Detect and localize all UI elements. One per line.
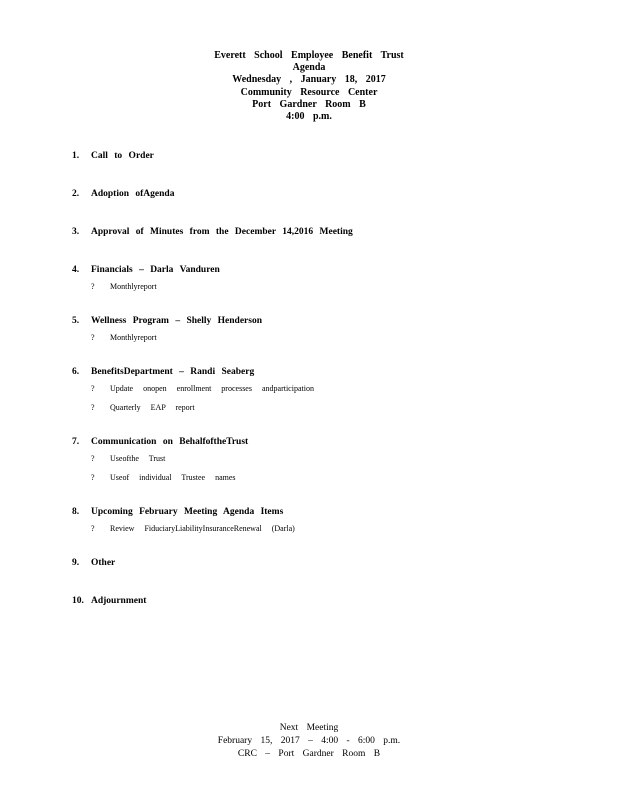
bullet-marker-icon: ? <box>91 473 95 482</box>
agenda-item-title <box>72 316 592 326</box>
agenda-item-text: Wellness Program – Shelly Henderson <box>91 316 262 326</box>
agenda-item-text: Approval of Minutes from the December 14,2016 Meeting <box>91 227 353 237</box>
agenda-item-number: 2. <box>72 189 80 199</box>
meeting-room: Port Gardner Room B <box>252 98 366 110</box>
agenda-item-title <box>72 265 592 275</box>
agenda-item-bullets <box>72 383 592 421</box>
bullet-text: Monthlyreport <box>110 282 157 291</box>
next-meeting-heading: Next Meeting <box>279 723 339 733</box>
agenda-item-bullets <box>72 453 592 491</box>
next-meeting-date: February 15, 2017 – 4:00 - 6:00 p.m. <box>217 736 401 746</box>
agenda-item-text: BenefitsDepartment – Randi Seaberg <box>91 367 255 377</box>
agenda-item-text: Adoption ofAgenda <box>91 189 175 199</box>
agenda-item-title <box>72 596 592 606</box>
agenda-item <box>72 367 592 437</box>
agenda-item-number: 4. <box>72 265 80 275</box>
bullet-text: Monthlyreport <box>110 333 157 342</box>
agenda-item-title <box>72 437 592 447</box>
bullet-text: Review FiduciaryLiabilityInsuranceRenewal (Darla) <box>110 524 295 533</box>
organization-name: Everett School Employee Benefit Trust <box>214 50 404 61</box>
meeting-venue: Community Resource Center <box>240 86 378 98</box>
agenda-item-number: 1. <box>72 151 80 161</box>
meeting-date: Wednesday , January 18, 2017 <box>232 74 386 86</box>
agenda-item-title <box>72 367 592 377</box>
agenda-item-number: 6. <box>72 367 80 377</box>
bullet-marker-icon: ? <box>91 403 95 412</box>
document-title: Agenda <box>292 62 326 74</box>
bullet-text: Useof individual Trustee names <box>110 473 236 482</box>
agenda-item-number: 8. <box>72 507 80 517</box>
agenda-item <box>72 151 592 189</box>
agenda-item-number: 5. <box>72 316 80 326</box>
agenda-item <box>72 596 592 634</box>
agenda-item-text: Upcoming February Meeting Agenda Items <box>91 507 284 517</box>
agenda-item-text: Call to Order <box>91 151 154 161</box>
agenda-item-text: Financials – Darla Vanduren <box>91 265 220 275</box>
agenda-item <box>72 227 592 265</box>
bullet-marker-icon: ? <box>91 524 95 533</box>
bullet-point <box>72 472 592 491</box>
next-meeting-footer <box>0 722 618 761</box>
agenda-item-number: 10. <box>72 596 84 606</box>
agenda-item <box>72 189 592 227</box>
agenda-item-text: Adjournment <box>91 596 147 606</box>
bullet-point <box>72 453 592 472</box>
agenda-item <box>72 507 592 558</box>
agenda-item-title <box>72 507 592 517</box>
agenda-item <box>72 316 592 367</box>
agenda-item-bullets <box>72 523 592 542</box>
agenda-item <box>72 265 592 316</box>
agenda-item <box>72 558 592 596</box>
agenda-item-text: Other <box>91 558 116 568</box>
bullet-marker-icon: ? <box>91 282 95 291</box>
agenda-header <box>0 50 618 123</box>
agenda-item-bullets <box>72 332 592 351</box>
agenda-item-text: Communication on BehalfoftheTrust <box>91 437 249 447</box>
agenda-item <box>72 437 592 507</box>
bullet-text: Update onopen enrollment processes andparticipation <box>110 384 314 393</box>
bullet-marker-icon: ? <box>91 454 95 463</box>
bullet-text: Useofthe Trust <box>110 454 166 463</box>
agenda-item-number: 7. <box>72 437 80 447</box>
bullet-marker-icon: ? <box>91 333 95 342</box>
agenda-item-number: 3. <box>72 227 80 237</box>
bullet-point <box>72 523 592 542</box>
bullet-point <box>72 332 592 351</box>
bullet-point <box>72 281 592 300</box>
agenda-item-title <box>72 558 592 568</box>
bullet-point <box>72 402 592 421</box>
bullet-point <box>72 383 592 402</box>
agenda-list <box>72 151 592 634</box>
bullet-marker-icon: ? <box>91 384 95 393</box>
agenda-item-number: 9. <box>72 558 80 568</box>
agenda-item-title <box>72 151 592 161</box>
agenda-item-bullets <box>72 281 592 300</box>
bullet-text: Quarterly EAP report <box>110 403 195 412</box>
meeting-time: 4:00 p.m. <box>286 111 332 123</box>
agenda-item-title <box>72 189 592 199</box>
next-meeting-location: CRC – Port Gardner Room B <box>237 749 381 759</box>
agenda-item-title <box>72 227 592 237</box>
